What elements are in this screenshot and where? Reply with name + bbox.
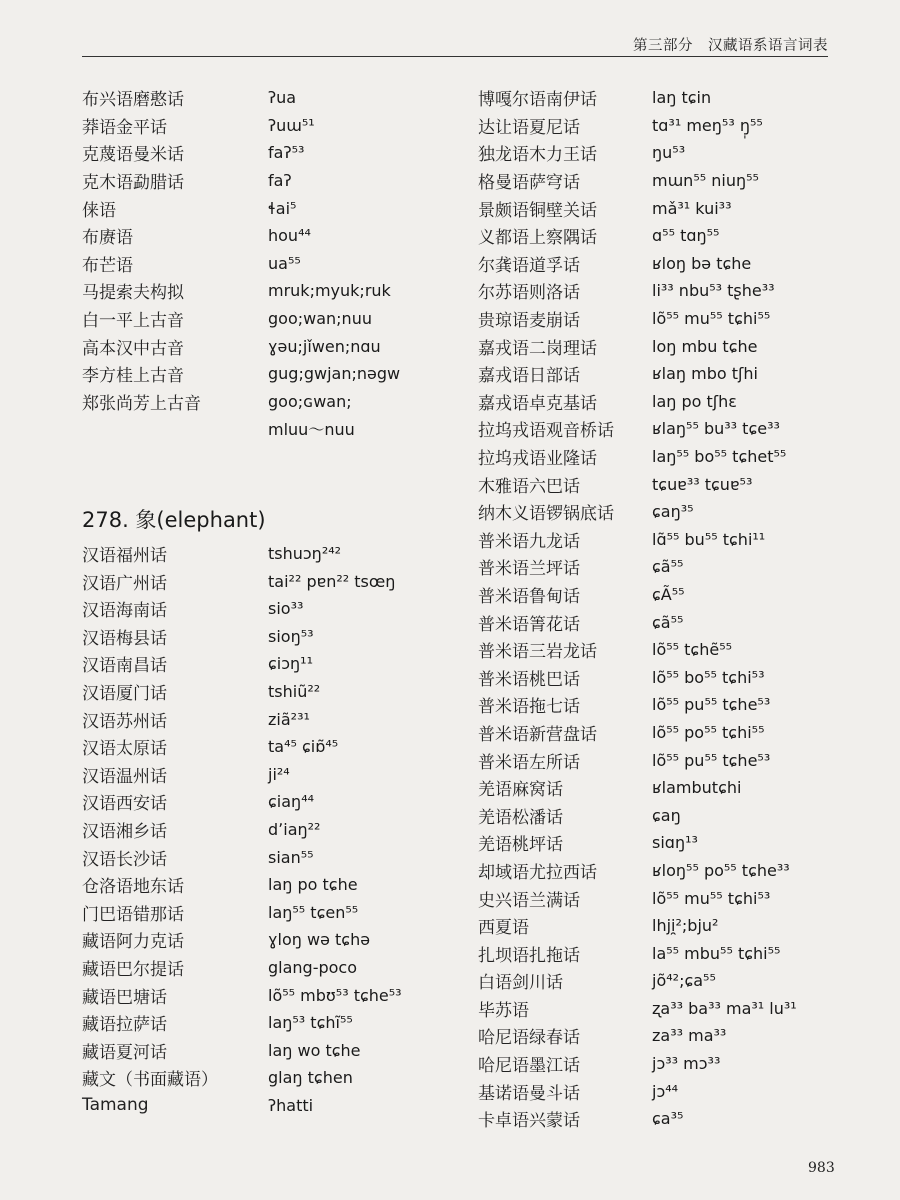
word-form: tshuɔŋ²⁴² [268, 544, 342, 564]
language-name: 俫语 [82, 200, 116, 221]
entry-row [478, 84, 878, 112]
language-name: 达让语夏尼话 [478, 117, 580, 138]
language-name: 藏语巴塘话 [82, 987, 167, 1008]
entry-row [478, 305, 878, 333]
language-name: 布兴语磨憨话 [82, 90, 184, 111]
language-name: 白语剑川话 [478, 973, 563, 994]
language-name: 嘉戎语日部话 [478, 366, 580, 387]
word-form: ʁlaŋ mbo tʃhi [652, 364, 758, 384]
entry-row [478, 774, 878, 802]
word-form: laŋ⁵⁵ tɕen⁵⁵ [268, 902, 359, 922]
word-form: li³³ nbu⁵³ tʂhe³³ [652, 281, 775, 301]
word-form: mǎ³¹ kui³³ [652, 198, 732, 218]
left-bottom-entries [82, 540, 462, 1119]
word-form: laŋ po tʃhɛ [652, 391, 737, 411]
language-name: 普米语拖七话 [478, 697, 580, 718]
language-name: 藏文（书面藏语） [82, 1070, 218, 1091]
language-name: 藏语阿力克话 [82, 932, 184, 953]
entry-row [478, 1105, 878, 1133]
word-form: ʁloŋ bə tɕhe [652, 253, 752, 273]
header-rule [82, 56, 828, 57]
right-entries [478, 84, 878, 1133]
entry-row [82, 788, 462, 816]
word-form: ɕÃ⁵⁵ [652, 584, 685, 604]
language-name: 普米语三岩龙话 [478, 642, 597, 663]
language-name: 独龙语木力王话 [478, 145, 597, 166]
language-name: 贵琼语麦崩话 [478, 311, 580, 332]
entry-row [478, 939, 878, 967]
entry-row [478, 884, 878, 912]
entry-row [478, 636, 878, 664]
language-name: 羌语松潘话 [478, 807, 563, 828]
entry-row [478, 1022, 878, 1050]
word-form: ɑ⁵⁵ tɑŋ⁵⁵ [652, 226, 720, 246]
word-form: sian⁵⁵ [268, 847, 314, 867]
language-name: 汉语南昌话 [82, 656, 167, 677]
entry-row [82, 1064, 462, 1092]
word-form: ʐa³³ ba³³ ma³¹ lu³¹ [652, 998, 797, 1018]
word-form: ɬai⁵ [268, 198, 297, 218]
word-form: ɕaŋ³⁵ [652, 502, 694, 522]
word-form: mluu～nuu [268, 420, 355, 440]
entry-row [82, 567, 462, 595]
entry-row [478, 746, 878, 774]
language-name: 普米语九龙话 [478, 531, 580, 552]
entry-row [478, 388, 878, 416]
language-name: 汉语太原话 [82, 739, 167, 760]
language-name: 汉语温州话 [82, 766, 167, 787]
word-form: ɕã⁵⁵ [652, 612, 684, 632]
word-form: ŋu⁵³ [652, 143, 686, 163]
entry-row [82, 898, 462, 926]
language-name: 普米语新营盘话 [478, 724, 597, 745]
language-name: 基诺语曼斗话 [478, 1083, 580, 1104]
word-form: faʔ [268, 171, 292, 191]
word-form: ta⁴⁵ ɕiɒ̃⁴⁵ [268, 737, 339, 757]
word-form: glang-poco [268, 957, 358, 977]
entry-row [82, 332, 462, 360]
entry-row [82, 733, 462, 761]
word-form: mruk;myuk;ruk [268, 281, 391, 301]
language-name: 克木语勐腊话 [82, 173, 184, 194]
language-name: 景颇语铜壁关话 [478, 200, 597, 221]
word-form: ɕiɔŋ¹¹ [268, 654, 313, 674]
entry-row [82, 871, 462, 899]
word-form: sio³³ [268, 599, 304, 619]
entry-row [82, 843, 462, 871]
language-name: 汉语广州话 [82, 573, 167, 594]
language-name: 拉坞戎语观音桥话 [478, 421, 614, 442]
language-name: 西夏语 [478, 918, 529, 939]
language-name: 普米语桃巴话 [478, 669, 580, 690]
word-form: jɔ³³ mɔ³³ [652, 1054, 721, 1074]
language-name: 博嘎尔语南伊话 [478, 90, 597, 111]
entry-row [82, 222, 462, 250]
word-form: tai²² pɐn²² tsœŋ [268, 571, 396, 591]
word-form: ji²⁴ [268, 764, 290, 784]
entry-row [82, 540, 462, 568]
language-name: 卡卓语兴蒙话 [478, 1111, 580, 1132]
word-form: ɕã⁵⁵ [652, 557, 684, 577]
language-name: 哈尼语绿春话 [478, 1028, 580, 1049]
language-name: 尔苏语则洛话 [478, 283, 580, 304]
word-form: ɕaŋ [652, 805, 681, 825]
language-name: 汉语海南话 [82, 601, 167, 622]
entry-row [82, 981, 462, 1009]
word-form: ʔuɯ⁵¹ [268, 115, 315, 135]
entry-row [82, 1036, 462, 1064]
entry-row [478, 415, 878, 443]
entry-row [82, 139, 462, 167]
word-form: ʁlambutɕhi [652, 778, 742, 798]
language-name: 高本汉中古音 [82, 338, 184, 359]
word-form: tɑ³¹ meŋ⁵³ ŋ̩⁵⁵ [652, 115, 763, 135]
language-name: 纳木义语锣锅底话 [478, 504, 614, 525]
entry-row [478, 553, 878, 581]
entry-row [82, 760, 462, 788]
entry-row [82, 705, 462, 733]
entry-row [478, 332, 878, 360]
language-name: 嘉戎语二岗理话 [478, 338, 597, 359]
word-form: jɔ⁴⁴ [652, 1081, 679, 1101]
language-name: 汉语苏州话 [82, 711, 167, 732]
word-form: gug;gwjan;nəgw [268, 364, 401, 384]
running-header: 第三部分 汉藏语系语言词表 [633, 38, 828, 54]
entry-row [478, 360, 878, 388]
word-form: lhji̯²;bju² [652, 916, 719, 936]
language-name: 尔龚语道孚话 [478, 255, 580, 276]
entry-row [82, 595, 462, 623]
entry-row [478, 526, 878, 554]
word-form: lõ⁵⁵ mu⁵⁵ tɕhi⁵⁵ [652, 309, 771, 329]
entry-row [82, 1092, 462, 1120]
entry-row [478, 995, 878, 1023]
language-name: 藏语巴尔提话 [82, 959, 184, 980]
entry-row [478, 1050, 878, 1078]
language-name: 格曼语萨穹话 [478, 173, 580, 194]
language-name: 普米语左所话 [478, 752, 580, 773]
word-form: za³³ ma³³ [652, 1026, 727, 1046]
entry-row [82, 816, 462, 844]
word-form: siɑŋ¹³ [652, 833, 698, 853]
language-name: 布赓语 [82, 228, 133, 249]
word-form: lõ⁵⁵ tɕhẽ⁵⁵ [652, 640, 733, 660]
word-form: hou⁴⁴ [268, 226, 311, 246]
entry-row [82, 277, 462, 305]
language-name: 汉语厦门话 [82, 683, 167, 704]
word-form: laŋ wo tɕhe [268, 1040, 361, 1060]
language-name: 普米语兰坪话 [478, 559, 580, 580]
word-form: la⁵⁵ mbu⁵⁵ tɕhi⁵⁵ [652, 943, 781, 963]
word-form: goo;ɢwan; [268, 391, 352, 411]
language-name: 藏语拉萨话 [82, 1015, 167, 1036]
language-name: 藏语夏河话 [82, 1042, 167, 1063]
language-name: 史兴语兰满话 [478, 890, 580, 911]
entry-row [82, 112, 462, 140]
word-form: ɣəu;jǐwen;nɑu [268, 336, 381, 356]
entry-row [478, 719, 878, 747]
entry-row [478, 498, 878, 526]
entry-row [478, 194, 878, 222]
language-name: 汉语西安话 [82, 794, 167, 815]
entry-row [478, 112, 878, 140]
word-form: jõ⁴²;ɕa⁵⁵ [652, 971, 716, 991]
left-top-entries [82, 84, 462, 443]
entry-row [82, 650, 462, 678]
word-form: ʁlaŋ⁵⁵ bu³³ tɕe³³ [652, 419, 780, 439]
language-name: 汉语福州话 [82, 546, 167, 567]
word-form: ua⁵⁵ [268, 253, 301, 273]
section-gap [82, 443, 462, 498]
word-form: lõ⁵⁵ pu⁵⁵ tɕhe⁵³ [652, 750, 771, 770]
word-form: dʼiaŋ²² [268, 819, 321, 839]
language-name: 白一平上古音 [82, 311, 184, 332]
language-name: 毕苏语 [478, 1000, 529, 1021]
word-form: glaŋ tɕhen [268, 1068, 353, 1088]
language-name: 拉坞戎语业隆话 [478, 449, 597, 470]
word-form: lõ⁵⁵ mu⁵⁵ tɕhi⁵³ [652, 888, 771, 908]
entry-row [82, 1009, 462, 1037]
word-form: lɑ̃⁵⁵ bu⁵⁵ tɕhi¹¹ [652, 529, 766, 549]
entry-row [478, 608, 878, 636]
entry-row [82, 84, 462, 112]
language-name: 普米语鲁甸话 [478, 586, 580, 607]
word-form: ɕa³⁵ [652, 1109, 684, 1129]
language-name: 嘉戎语卓克基话 [478, 393, 597, 414]
word-form: lõ⁵⁵ po⁵⁵ tɕhi⁵⁵ [652, 722, 765, 742]
entry-row [478, 250, 878, 278]
entry-row [82, 194, 462, 222]
language-name: 郑张尚芳上古音 [82, 393, 201, 414]
language-name: 义都语上察隅话 [478, 228, 597, 249]
word-form: goo;wan;nuu [268, 309, 372, 329]
entry-row [478, 139, 878, 167]
entry-row [478, 1077, 878, 1105]
word-form: ʔhatti [268, 1095, 314, 1115]
word-form: loŋ mbu tɕhe [652, 336, 758, 356]
entry-row [478, 167, 878, 195]
word-form: tɕuɐ³³ tɕuɐ⁵³ [652, 474, 753, 494]
language-name: 仓洛语地东话 [82, 877, 184, 898]
left-column [82, 84, 462, 1119]
entry-row [478, 663, 878, 691]
page-number: 983 [808, 1160, 835, 1176]
word-form: lõ⁵⁵ bo⁵⁵ tɕhi⁵³ [652, 667, 765, 687]
language-name: 李方桂上古音 [82, 366, 184, 387]
language-name: 哈尼语墨江话 [478, 1056, 580, 1077]
word-form: ɣloŋ wə tɕhə [268, 930, 371, 950]
language-name: 羌语桃坪话 [478, 835, 563, 856]
language-name: 克蔑语曼米话 [82, 145, 184, 166]
word-form: sioŋ⁵³ [268, 626, 314, 646]
language-name: 莽语金平话 [82, 117, 167, 138]
word-form: laŋ tɕin [652, 88, 712, 108]
language-name: 汉语长沙话 [82, 849, 167, 870]
word-form: ʁloŋ⁵⁵ po⁵⁵ tɕhe³³ [652, 860, 790, 880]
word-form: faʔ⁵³ [268, 143, 305, 163]
language-name: 木雅语六巴话 [478, 476, 580, 497]
entry-row [478, 857, 878, 885]
word-form: ʔua [268, 88, 297, 108]
entry-row [82, 388, 462, 416]
language-name: 布芒语 [82, 255, 133, 276]
language-name: 汉语梅县话 [82, 628, 167, 649]
language-name: 门巴语错那话 [82, 904, 184, 925]
entry-row [82, 415, 462, 443]
entry-row [478, 967, 878, 995]
entry-row [82, 926, 462, 954]
word-form: laŋ⁵⁵ bo⁵⁵ tɕhet⁵⁵ [652, 447, 787, 467]
word-form: lõ⁵⁵ mbʊ⁵³ tɕhe⁵³ [268, 985, 402, 1005]
word-form: ziã²³¹ [268, 709, 310, 729]
entry-row [478, 912, 878, 940]
entry-row [82, 678, 462, 706]
entry-row [82, 305, 462, 333]
word-form: laŋ⁵³ tɕhĩ⁵⁵ [268, 1013, 353, 1033]
language-name: 扎坝语扎拖话 [478, 945, 580, 966]
entry-row [82, 360, 462, 388]
entry-row [478, 801, 878, 829]
entry-row [82, 954, 462, 982]
entry-row [478, 829, 878, 857]
entry-row [82, 167, 462, 195]
language-name: 马提索夫构拟 [82, 283, 184, 304]
language-name: 羌语麻窝话 [478, 780, 563, 801]
word-form: mɯn⁵⁵ niuŋ⁵⁵ [652, 171, 759, 191]
section-heading: 278. 象(elephant) [82, 507, 266, 532]
entry-row [478, 470, 878, 498]
entry-row [478, 581, 878, 609]
entry-row [478, 222, 878, 250]
language-name: 普米语箐花话 [478, 614, 580, 635]
language-name: 汉语湘乡话 [82, 821, 167, 842]
entry-row [478, 443, 878, 471]
language-name: Tamang [82, 1095, 149, 1116]
entry-row [478, 277, 878, 305]
entry-row [82, 623, 462, 651]
word-form: tshiũ²² [268, 681, 321, 701]
language-name: 却域语尤拉西话 [478, 862, 597, 883]
right-column [478, 84, 878, 1133]
word-form: laŋ po tɕhe [268, 875, 358, 895]
word-form: ɕiaŋ⁴⁴ [268, 792, 315, 812]
entry-row [82, 250, 462, 278]
word-form: lõ⁵⁵ pu⁵⁵ tɕhe⁵³ [652, 695, 771, 715]
entry-row [478, 691, 878, 719]
